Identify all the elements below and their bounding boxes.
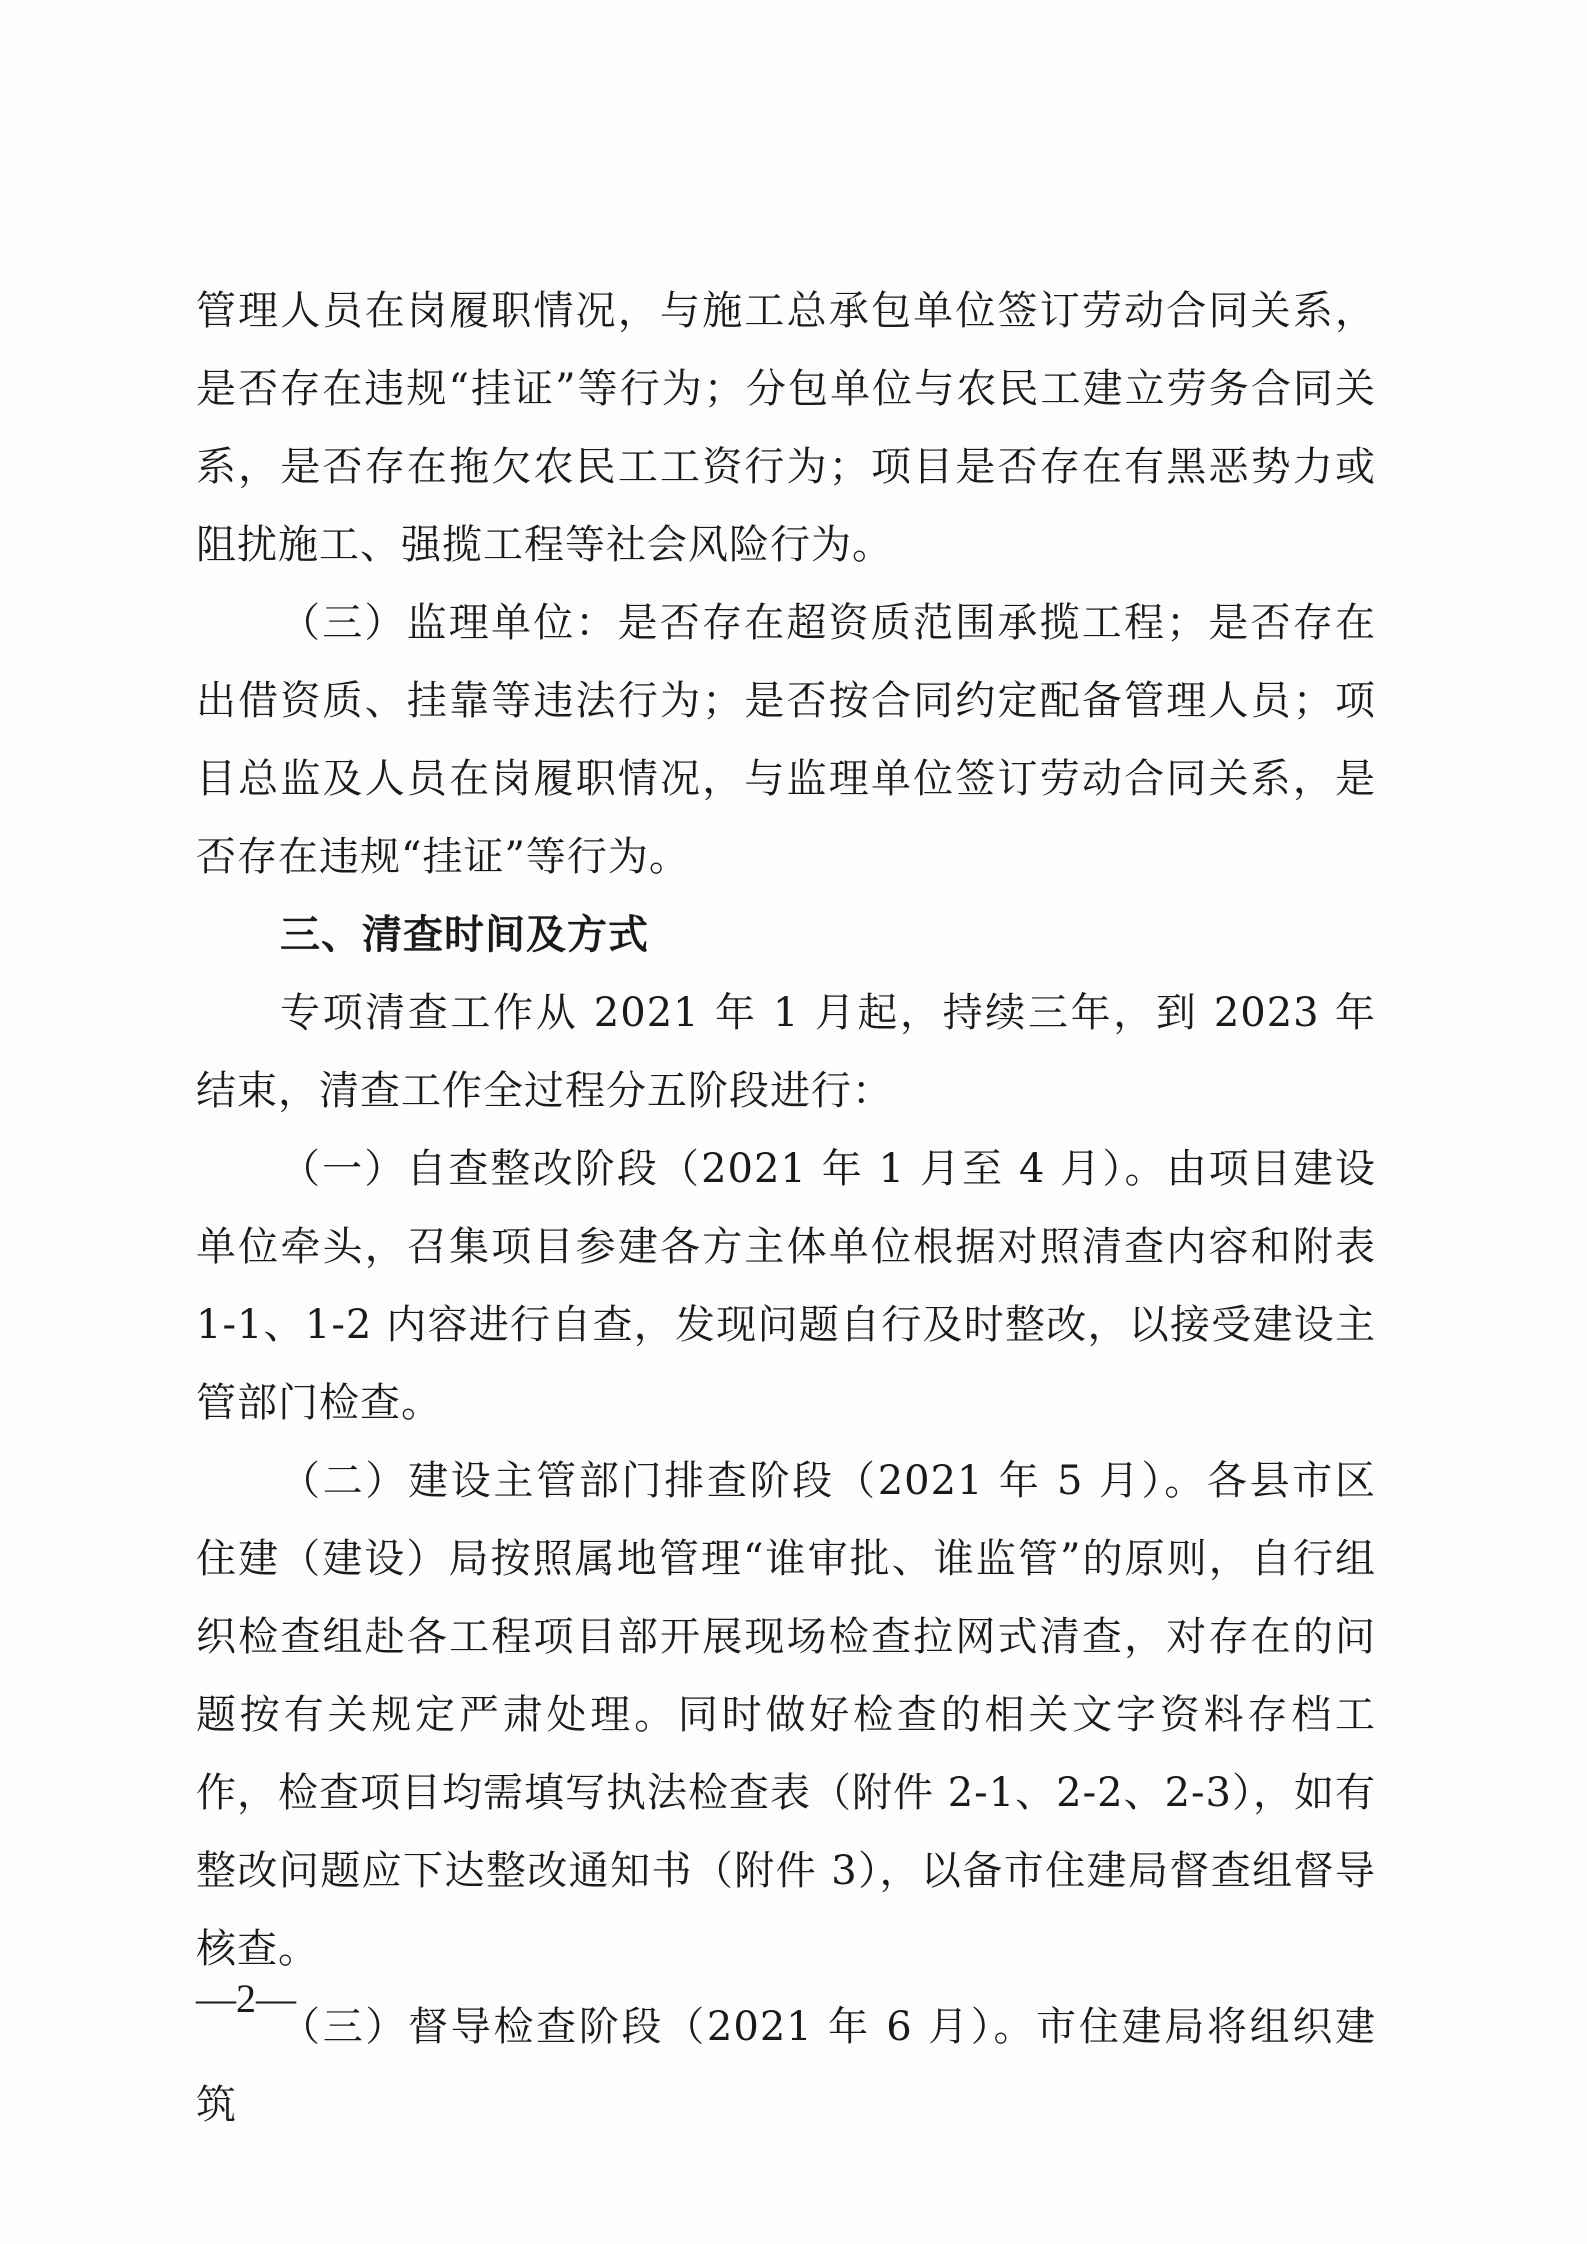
paragraph-inspection-stage: （二）建设主管部门排查阶段（2021 年 5 月）。各县市区住建（建设）局按照属地管理“谁审批、谁监管”的原则，自行组织检查组赴各工程项目部开展现场检查拉网式清查，对存在的问题按有关规定严肃处理。同时做好检查的相关文字资料存档工作，检查项目均需填写执法检查表（附件 2-1、2-2、2-3），如有整改问题应下达整改通知书（附件 3），以备市住建局督查组督导核查。 bbox=[196, 1458, 1376, 1972]
paragraph-schedule-intro: 专项清查工作从 2021 年 1 月起，持续三年，到 2023 年结束，清查工作全过程分五阶段进行： bbox=[196, 990, 1376, 1114]
paragraph-supervision-stage: （三）督导检查阶段（2021 年 6 月）。市住建局将组织建筑 bbox=[196, 2004, 1376, 2128]
paragraph-continuation: 管理人员在岗履职情况，与施工总承包单位签订劳动合同关系，是否存在违规“挂证”等行为；分包单位与农民工建立劳务合同关系，是否存在拖欠农民工工资行为；项目是否存在有黑恶势力或阻扰施工、强揽工程等社会风险行为。 bbox=[196, 288, 1376, 568]
paragraph-self-check-stage: （一）自查整改阶段（2021 年 1 月至 4 月）。由项目建设单位牵头，召集项目参建各方主体单位根据对照清查内容和附表 1-1、1-2 内容进行自查，发现问题自行及时整改，以接受建设主管部门检查。 bbox=[196, 1146, 1376, 1426]
page-number: —2— bbox=[196, 1976, 296, 2021]
paragraph-supervision-unit: （三）监理单位：是否存在超资质范围承揽工程；是否存在出借资质、挂靠等违法行为；是否按合同约定配备管理人员；项目总监及人员在岗履职情况，与监理单位签订劳动合同关系，是否存在违规“挂证”等行为。 bbox=[196, 600, 1376, 880]
section-heading: 三、清查时间及方式 bbox=[280, 912, 649, 958]
document-body bbox=[196, 272, 1376, 2144]
